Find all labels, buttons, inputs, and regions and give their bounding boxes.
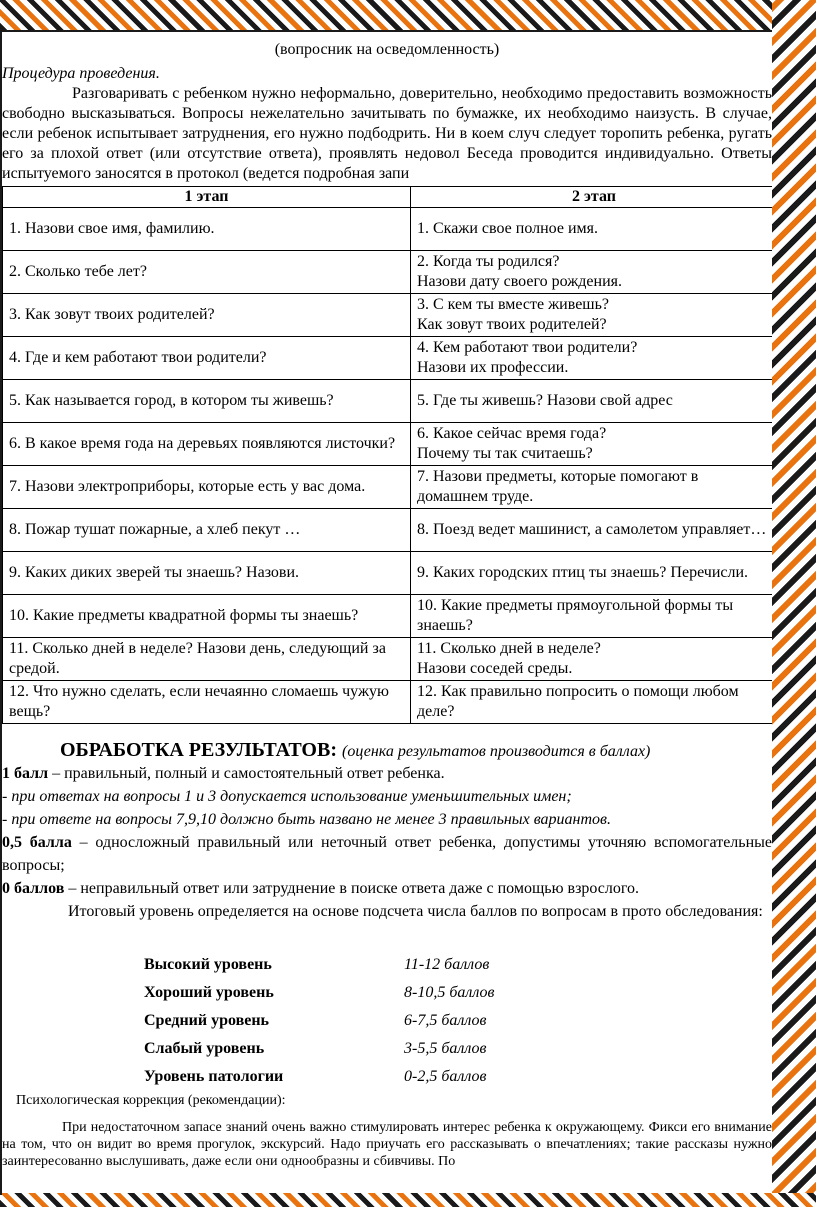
level-name: Средний уровень <box>144 1012 270 1029</box>
stage-1-question: 12. Что нужно сделать, если нечаянно сломаешь чужую вещь? <box>3 681 411 724</box>
table-row <box>3 337 773 380</box>
stage-1-question: 6. В какое время года на деревьях появляются листочки? <box>3 423 411 466</box>
level-score: 6-7,5 баллов <box>404 1012 487 1029</box>
level-row <box>2 1063 772 1091</box>
stage-1-question: 1. Назови свое имя, фамилию. <box>3 208 411 251</box>
stage-1-question: 5. Как называется город, в котором ты живешь? <box>3 380 411 423</box>
table-row <box>3 423 773 466</box>
stage-1-question: 7. Назови электроприборы, которые есть у вас дома. <box>3 466 411 509</box>
table-row <box>3 638 773 681</box>
level-name: Высокий уровень <box>144 956 272 973</box>
level-row <box>2 1035 772 1063</box>
table-row <box>3 552 773 595</box>
level-name: Хороший уровень <box>144 984 274 1001</box>
level-row <box>2 951 772 979</box>
correction-text: При недостаточном запасе знаний очень важно стимулировать интерес ребенка к окружающему. Фикси его внимание на том, что он видит во время прогулок, экскурсий. Надо приучать его рассказывать о впечатлениях; такие рассказы нужно заинтересованно выслушивать, даже если они однообразны и сбивчивы. По <box>2 1120 772 1169</box>
level-name: Уровень патологии <box>144 1068 284 1085</box>
header-stage-2: 2 этап <box>411 187 773 208</box>
decorative-border-bottom <box>0 1193 816 1207</box>
correction-title: Психологическая коррекция (рекомендации): <box>16 1093 286 1108</box>
level-row <box>2 1007 772 1035</box>
table-header-row <box>3 187 773 208</box>
note-7-9-10: - при ответе на вопросы 7,9,10 должно быть названо не менее 3 правильных вариантов. <box>2 811 611 828</box>
score-05-text: – односложный правильный или неточный ответ ребенка, допустимы уточняю вспомогательные вопросы; <box>2 834 772 874</box>
stage-2-question: 3. С кем ты вместе живешь? Как зовут твоих родителей? <box>411 294 773 337</box>
header-stage-1: 1 этап <box>3 187 411 208</box>
decorative-border-top <box>0 0 816 32</box>
table-row <box>3 595 773 638</box>
note-1-3: - при ответах на вопросы 1 и 3 допускается использование уменьшительных имен; <box>2 788 572 805</box>
table-row <box>3 681 773 724</box>
score-05-line <box>2 831 772 877</box>
stage-2-question: 10. Какие предметы прямоугольной формы ты знаешь? <box>411 595 773 638</box>
stage-2-question: 5. Где ты живешь? Назови свой адрес <box>411 380 773 423</box>
table-row <box>3 380 773 423</box>
levels-list <box>2 951 772 1091</box>
level-row <box>2 979 772 1007</box>
table-row <box>3 208 773 251</box>
results-heading <box>2 740 772 762</box>
table-row <box>3 251 773 294</box>
decorative-border-right <box>772 0 816 1207</box>
score-1-line <box>2 762 772 785</box>
score-0-text: – неправильный ответ или затруднение в поиске ответа даже с помощью взрослого. <box>64 880 640 897</box>
stage-2-question: 6. Какое сейчас время года? Почему ты так считаешь? <box>411 423 773 466</box>
stage-1-question: 8. Пожар тушат пожарные, а хлеб пекут … <box>3 509 411 552</box>
stage-2-question: 7. Назови предметы, которые помогают в домашнем труде. <box>411 466 773 509</box>
table-row <box>3 509 773 552</box>
table-row <box>3 466 773 509</box>
stage-1-question: 11. Сколько дней в неделе? Назови день, следующий за средой. <box>3 638 411 681</box>
questions-table <box>2 186 772 724</box>
document-content <box>2 32 772 1192</box>
score-1-text: – правильный, полный и самостоятельный ответ ребенка. <box>48 765 445 782</box>
table-row <box>3 294 773 337</box>
level-score: 8-10,5 баллов <box>404 984 495 1001</box>
score-0-line <box>2 877 772 900</box>
stage-1-question: 4. Где и кем работают твои родители? <box>3 337 411 380</box>
stage-2-question: 8. Поезд ведет машинист, а самолетом управляет… <box>411 509 773 552</box>
procedure-title: Процедура проведения. <box>2 65 160 82</box>
stage-1-question: 2. Сколько тебе лет? <box>3 251 411 294</box>
stage-2-question: 9. Каких городских птиц ты знаешь? Перечисли. <box>411 552 773 595</box>
stage-2-question: 1. Скажи свое полное имя. <box>411 208 773 251</box>
score-1-label: 1 балл <box>2 765 49 782</box>
stage-1-question: 3. Как зовут твоих родителей? <box>3 294 411 337</box>
score-0-label: 0 баллов <box>2 880 65 897</box>
stage-1-question: 9. Каких диких зверей ты знаешь? Назови. <box>3 552 411 595</box>
level-score: 3-5,5 баллов <box>404 1040 487 1057</box>
score-05-label: 0,5 балла <box>2 834 72 851</box>
stage-2-question: 2. Когда ты родился? Назови дату своего рождения. <box>411 251 773 294</box>
procedure-text: Разговаривать с ребенком нужно неформально, доверительно, необходимо предоставить возможность свободно высказываться. Вопросы нежелательно зачитывать по бумажке, их необходимо наизусть. В случае, если ребенок испытывает затруднения, его нужно подбодрить. Ни в коем случ следует торопить ребенка, ругать его за плохой ответ (или отсутствие ответа), проявлять недовол Беседа проводится индивидуально. Ответы испытуемого заносятся в протокол (ведется подробная запи <box>2 85 772 182</box>
results-heading-note: (оценка результатов производится в баллах) <box>342 743 651 760</box>
level-score: 11-12 баллов <box>404 956 490 973</box>
stage-2-question: 4. Кем работают твои родители? Назови их профессии. <box>411 337 773 380</box>
stage-2-question: 12. Как правильно попросить о помощи любом деле? <box>411 681 773 724</box>
level-name: Слабый уровень <box>144 1040 265 1057</box>
total-level-text: Итоговый уровень определяется на основе подсчета числа баллов по вопросам в прото обследования: <box>68 903 763 920</box>
level-score: 0-2,5 баллов <box>404 1068 487 1085</box>
stage-1-question: 10. Какие предметы квадратной формы ты знаешь? <box>3 595 411 638</box>
stage-2-question: 11. Сколько дней в неделе? Назови соседей среды. <box>411 638 773 681</box>
document-title: (вопросник на осведомленность) <box>274 41 500 58</box>
results-heading-text: ОБРАБОТКА РЕЗУЛЬТАТОВ: <box>60 739 337 761</box>
